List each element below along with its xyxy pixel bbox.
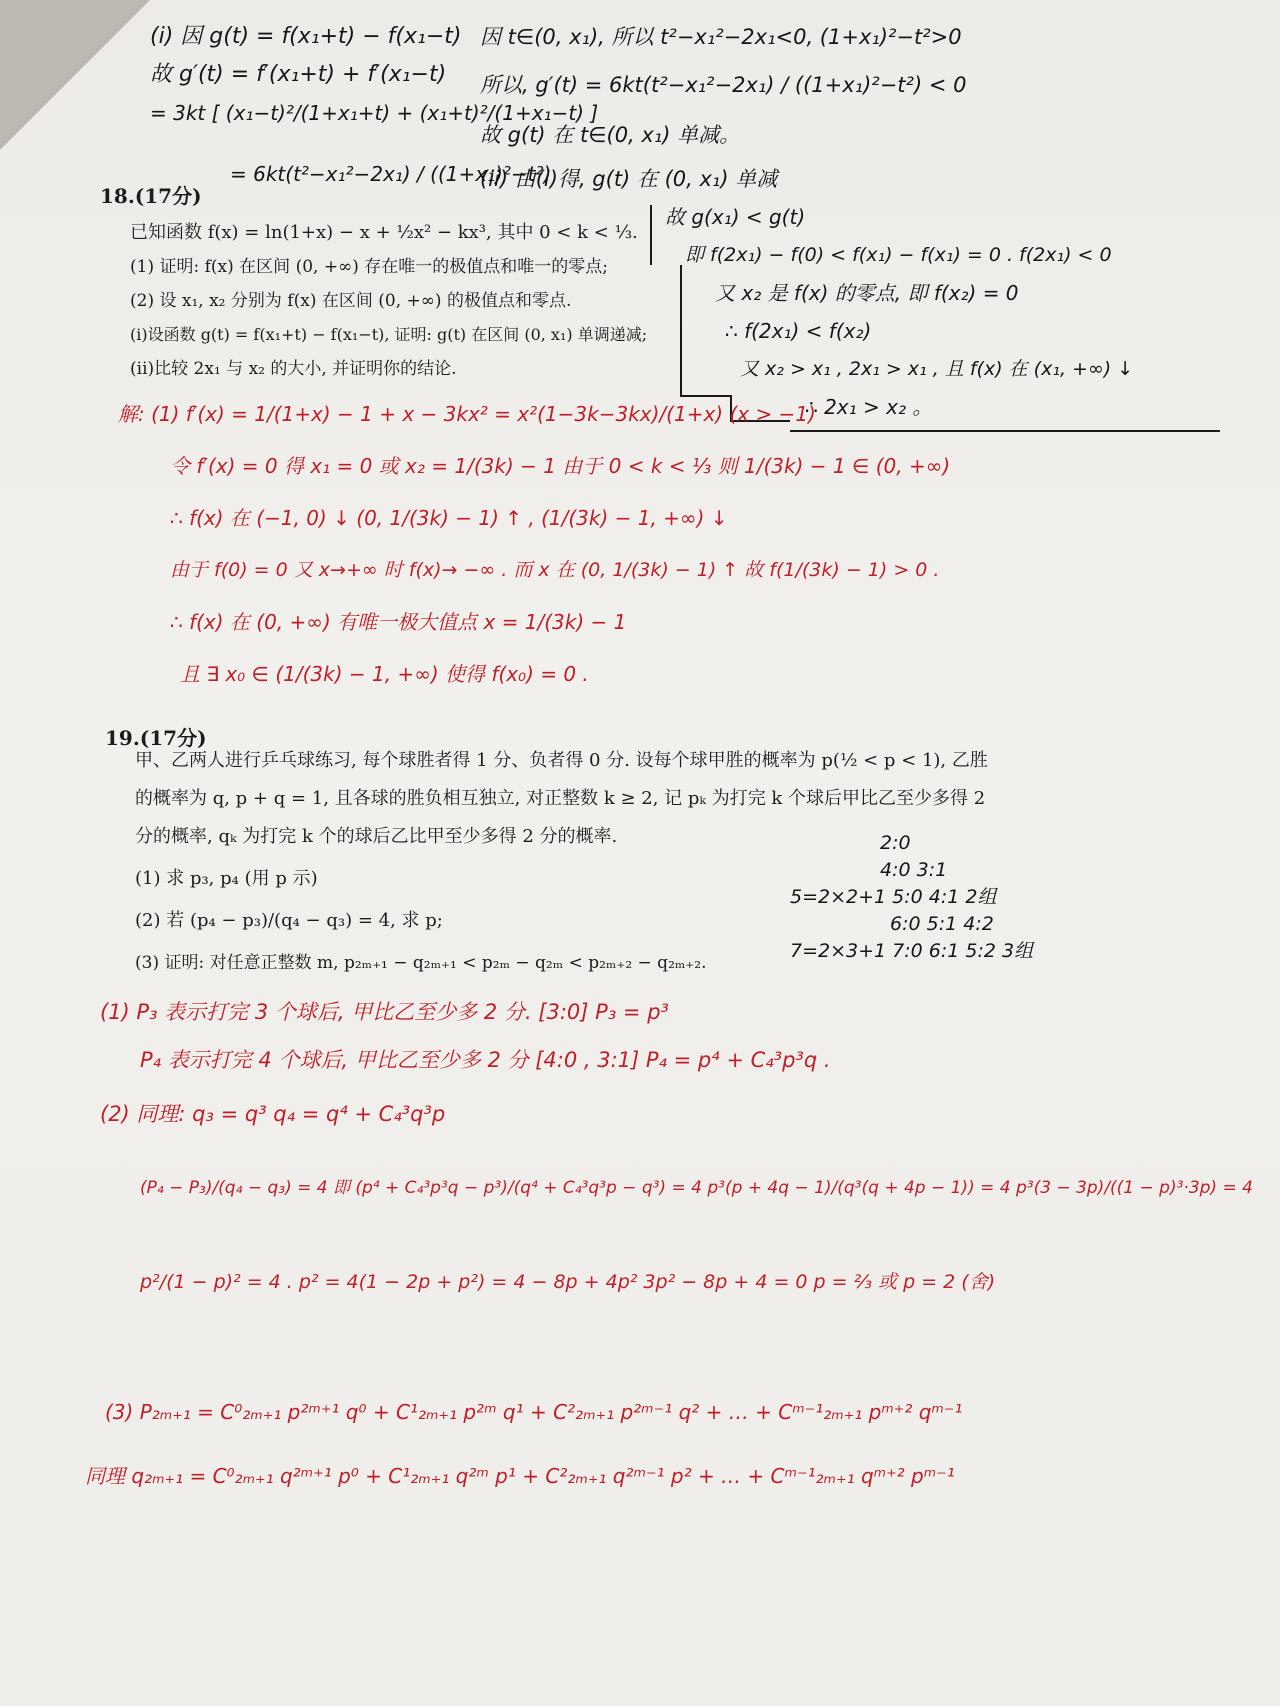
- score-row: 4:0 3:1: [880, 859, 948, 881]
- q19-solution-part1: [100, 988, 1250, 1138]
- divider-line: [680, 265, 682, 395]
- work-line: 所以, g′(t) = 6kt(t²−x₁²−2x₁) / ((1+x₁)²−t²) < 0: [480, 73, 967, 97]
- work-line: 故 g(t) 在 t∈(0, x₁) 单减。: [480, 123, 741, 147]
- question-part: (2) 若 (p₄ − p₃)/(q₄ − q₃) = 4, 求 p;: [135, 910, 443, 931]
- solution-line: (1) P₃ 表示打完 3 个球后, 甲比乙至少多 2 分. [3:0] P₃ = p³: [100, 1000, 669, 1024]
- solution-line: 解: (1) f′(x) = 1/(1+x) − 1 + x − 3kx² = x²(1−3k−3kx)/(1+x) (x > −1): [118, 402, 816, 426]
- solution-line: (2) 同理: q₃ = q³ q₄ = q⁴ + C₄³q³p: [100, 1102, 446, 1126]
- question-18: [100, 180, 660, 209]
- work-line: 又 x₂ 是 f(x) 的零点, 即 f(x₂) = 0: [715, 281, 1019, 305]
- solution-line: 同理 q₂ₘ₊₁ = C⁰₂ₘ₊₁ q²ᵐ⁺¹ p⁰ + C¹₂ₘ₊₁ q²ᵐ p¹ + C²₂ₘ₊₁ q²ᵐ⁻¹ p² + … + Cᵐ⁻¹₂ₘ₊₁ qᵐ⁺² pᵐ⁻¹: [85, 1464, 955, 1488]
- work-line: 故 g(x₁) < g(t): [665, 205, 806, 229]
- solution-line: P₄ 表示打完 4 个球后, 甲比乙至少多 2 分 [4:0 , 3:1] P₄ = p⁴ + C₄³p³q .: [140, 1048, 831, 1072]
- work-line: (i) 因 g(t) = f(x₁+t) − f(x₁−t): [150, 24, 462, 49]
- work-line: 又 x₂ > x₁ , 2x₁ > x₁ , 且 f(x) 在 (x₁, +∞) ↓: [740, 358, 1134, 380]
- solution-line: (P₄ − P₃)/(q₄ − q₃) = 4 即 (p⁴ + C₄³p³q − p³)/(q⁴ + C₄³q³p − q³) = 4 p³(p + 4q − 1)/(q³(q + 4p − 1)) = 4 p³(3 − 3p)/((1 − p)³·3p) = 4: [140, 1178, 1253, 1198]
- work-line: 因 t∈(0, x₁), 所以 t²−x₁²−2x₁<0, (1+x₁)²−t²>0: [480, 25, 962, 49]
- solution-line: 且 ∃ x₀ ∈ (1/(3k) − 1, +∞) 使得 f(x₀) = 0 .: [180, 662, 589, 686]
- question-stem: 已知函数 f(x) = ln(1+x) − x + ½x² − kx³, 其中 0 < k < ⅓.: [130, 222, 638, 243]
- question-18-body: [130, 216, 670, 386]
- question-part: (ii)比较 2x₁ 与 x₂ 的大小, 并证明你的结论.: [130, 359, 457, 379]
- score-row: 6:0 5:1 4:2: [890, 913, 994, 935]
- question-part: (1) 证明: f(x) 在区间 (0, +∞) 存在唯一的极值点和唯一的零点;: [130, 257, 608, 277]
- solution-line: ∴ f(x) 在 (0, +∞) 有唯一极大值点 x = 1/(3k) − 1: [170, 610, 627, 634]
- work-line: ∴ 2x₁ > x₂ 。: [805, 395, 933, 419]
- score-row: 7=2×3+1 7:0 6:1 5:2 3组: [790, 940, 1034, 962]
- question-stem-line: 甲、乙两人进行乒乓球练习, 每个球胜者得 1 分、负者得 0 分. 设每个球甲胜的概率为 p(½ < p < 1), 乙胜: [135, 750, 988, 771]
- score-row: 2:0: [880, 832, 911, 854]
- top-left-work: [150, 18, 599, 132]
- solution-line: (3) P₂ₘ₊₁ = C⁰₂ₘ₊₁ p²ᵐ⁺¹ q⁰ + C¹₂ₘ₊₁ p²ᵐ q¹ + C²₂ₘ₊₁ p²ᵐ⁻¹ q² + … + Cᵐ⁻¹₂ₘ₊₁ pᵐ⁺² qᵐ⁻¹: [105, 1400, 963, 1424]
- score-row: 5=2×2+1 5:0 4:1 2组: [790, 886, 997, 908]
- question-header: 18.(17分): [100, 184, 202, 208]
- solution-line: 令 f′(x) = 0 得 x₁ = 0 或 x₂ = 1/(3k) − 1 由于 0 < k < ⅓ 则 1/(3k) − 1 ∈ (0, +∞): [170, 454, 951, 478]
- question-part: (2) 设 x₁, x₂ 分别为 f(x) 在区间 (0, +∞) 的极值点和零点.: [130, 291, 572, 311]
- question-stem-line: 的概率为 q, p + q = 1, 且各球的胜负相互独立, 对正整数 k ≥ 2, 记 pₖ 为打完 k 个球后甲比乙至少多得 2: [135, 788, 986, 809]
- q19-solution-part2: [140, 1165, 1260, 1305]
- solution-line: ∴ f(x) 在 (−1, 0) ↓ (0, 1/(3k) − 1) ↑ , (1/(3k) − 1, +∞) ↓: [170, 506, 728, 530]
- score-table: [790, 830, 1240, 965]
- question-stem-line: 分的概率, qₖ 为打完 k 个的球后乙比甲至少多得 2 分的概率.: [135, 826, 618, 847]
- top-right-work: [480, 18, 1250, 198]
- work-line: ∴ f(2x₁) < f(x₂): [725, 319, 872, 343]
- work-line: = 6kt(t²−x₁²−2x₁) / ((1+x₁)²−t²): [230, 162, 552, 186]
- work-line: = 3kt [ (x₁−t)²/(1+x₁+t) + (x₁+t)²/(1+x₁−t) ]: [150, 101, 599, 125]
- work-line: 即 f(2x₁) − f(0) < f(x₁) − f(x₁) = 0 . f(2x₁) < 0: [685, 244, 1112, 266]
- question-header: 19.(17分): [105, 726, 207, 750]
- question-part: (1) 求 p₃, p₄ (用 p 示): [135, 868, 318, 889]
- question-part: (3) 证明: 对任意正整数 m, p₂ₘ₊₁ − q₂ₘ₊₁ < p₂ₘ − q₂ₘ < p₂ₘ₊₂ − q₂ₘ₊₂.: [135, 953, 707, 973]
- solution-line: 由于 f(0) = 0 又 x→+∞ 时 f(x)→ −∞ . 而 x 在 (0, 1/(3k) − 1) ↑ 故 f(1/(3k) − 1) > 0 .: [170, 559, 940, 581]
- q19-solution-part3: [85, 1380, 1265, 1508]
- folded-corner: [0, 0, 150, 150]
- question-part: (i)设函数 g(t) = f(x₁+t) − f(x₁−t), 证明: g(t) 在区间 (0, x₁) 单调递减;: [130, 325, 648, 344]
- solution-line: p²/(1 − p)² = 4 . p² = 4(1 − 2p + p²) = 4 − 8p + 4p² 3p² − 8p + 4 = 0 p = ⅔ 或 p = 2 (舍): [140, 1271, 996, 1293]
- q18-solution: [118, 388, 1118, 700]
- question-19-parts: [135, 858, 775, 984]
- work-line: 故 g′(t) = f′(x₁+t) + f′(x₁−t): [150, 62, 447, 87]
- work-line: (ii) 由(i)得, g(t) 在 (0, x₁) 单减: [480, 167, 778, 191]
